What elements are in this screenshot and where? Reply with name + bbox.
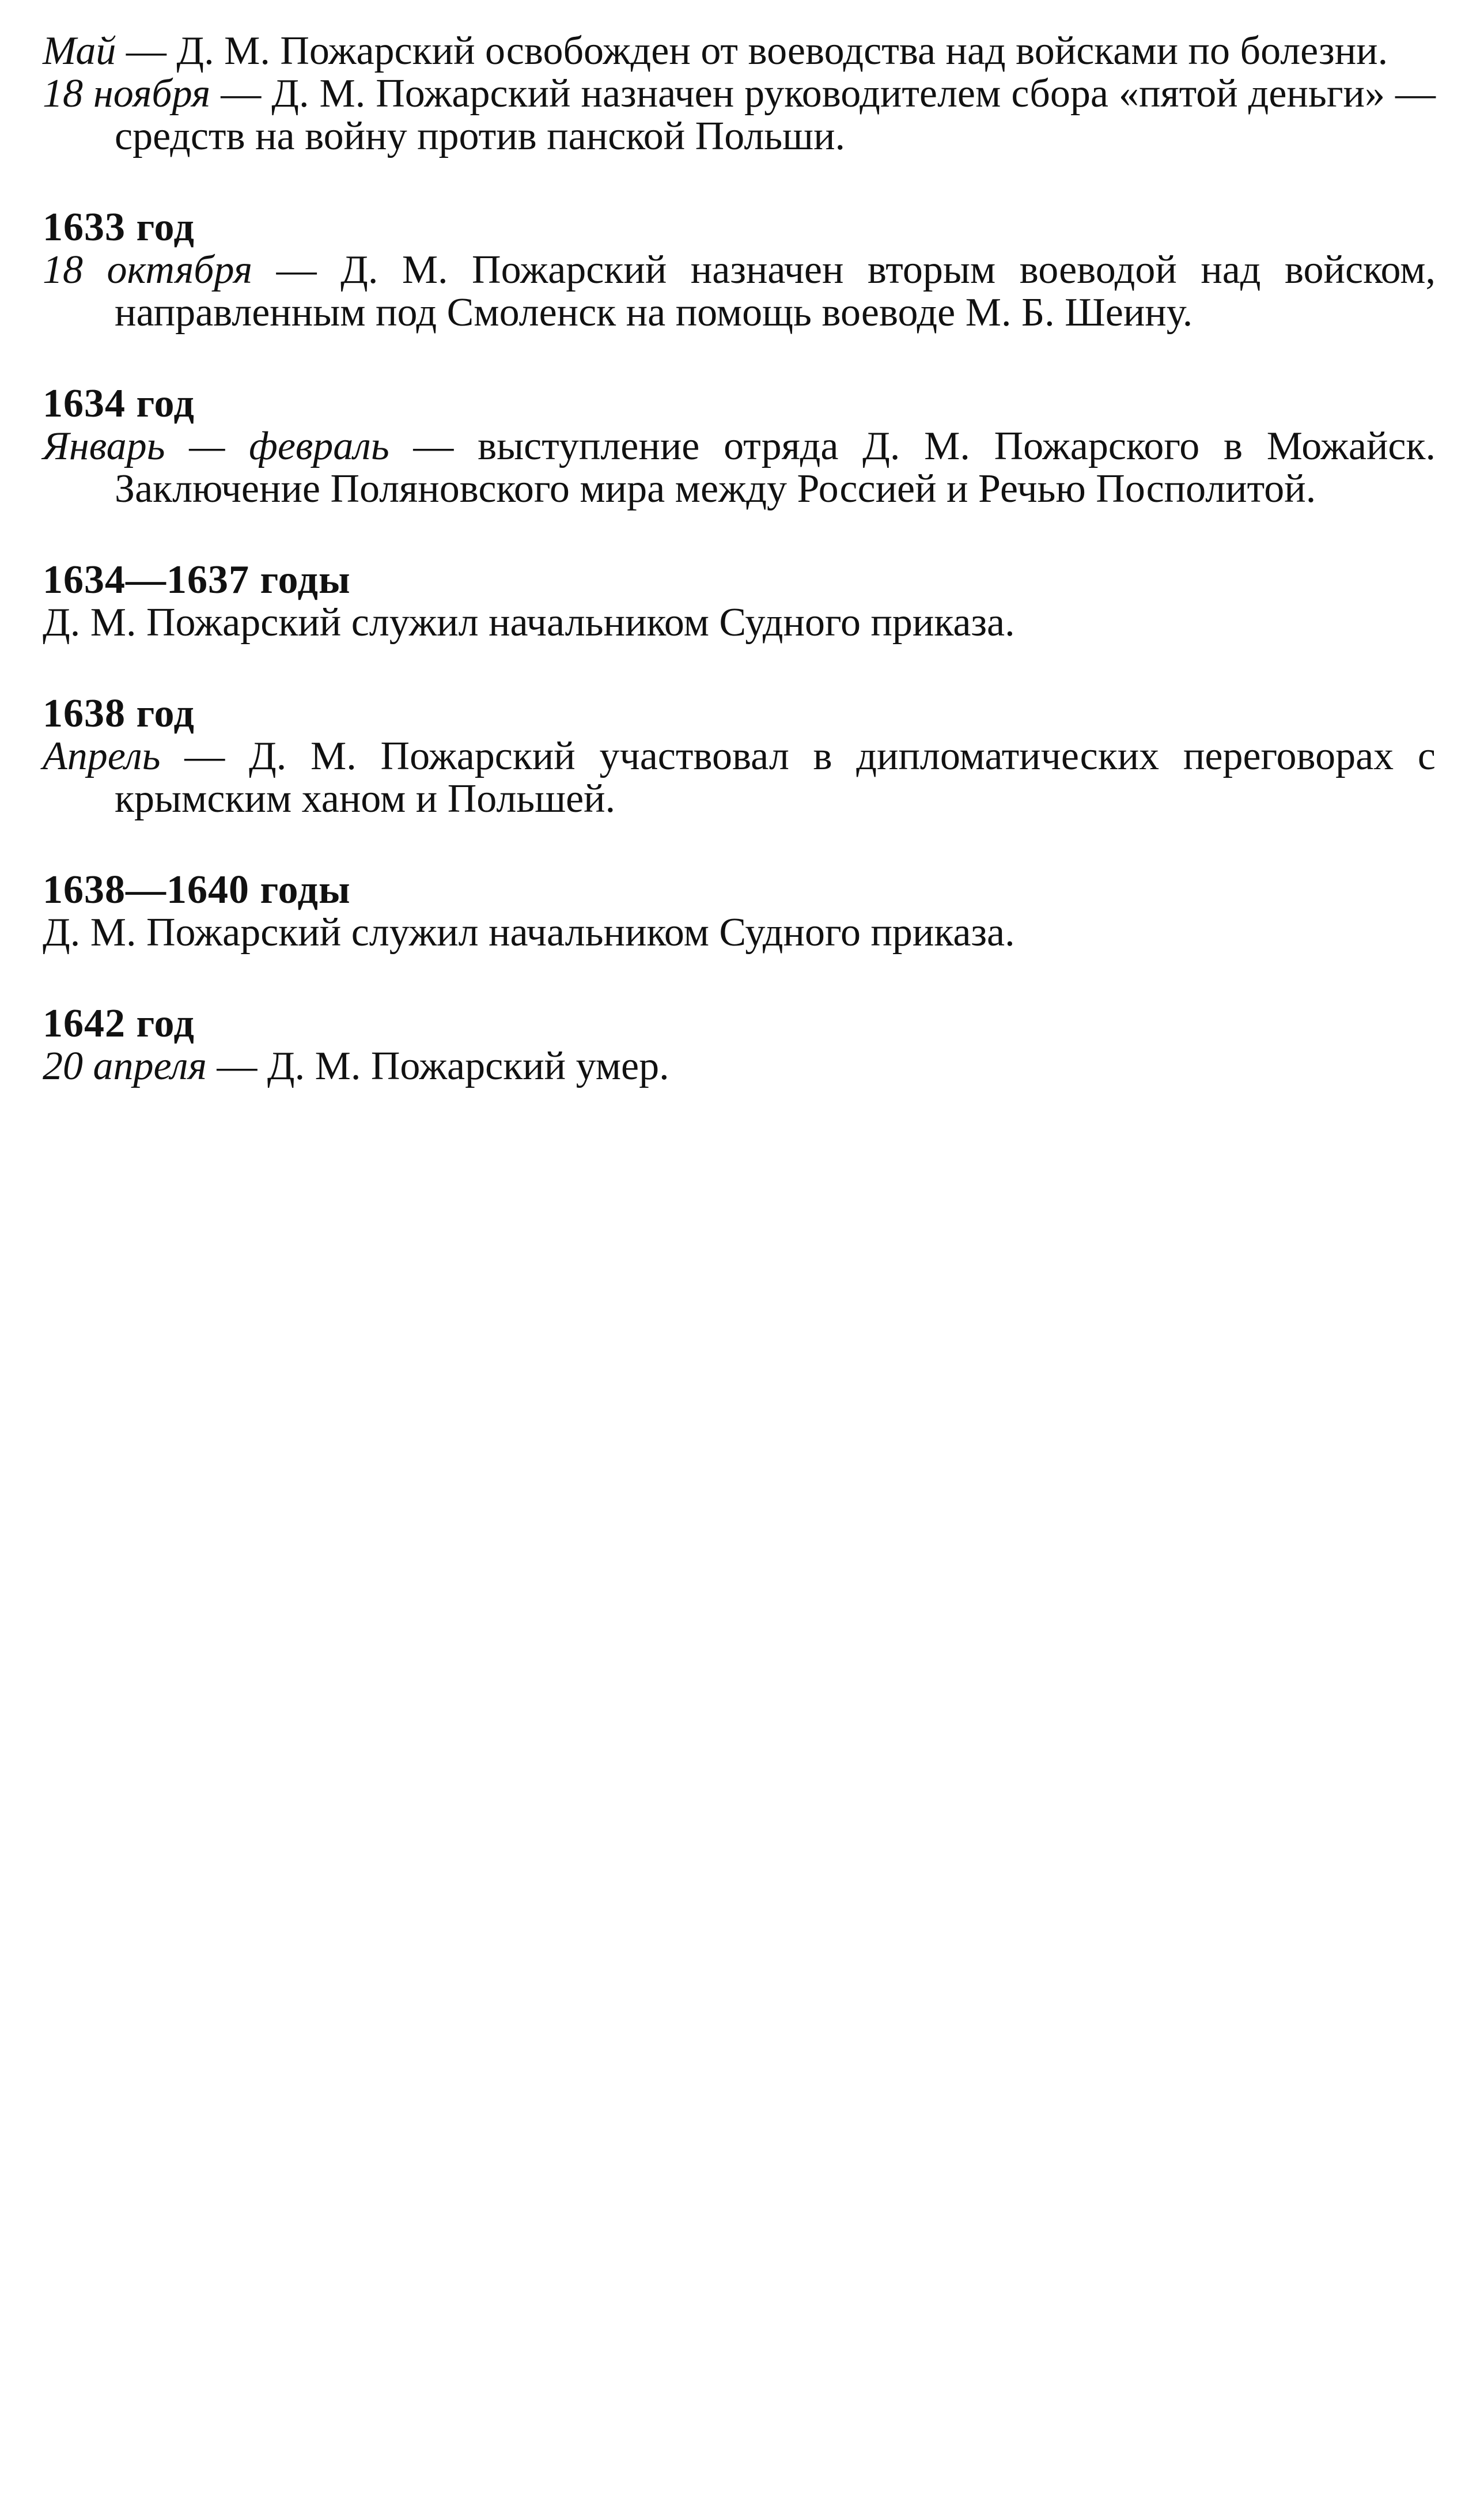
section-1633 (43, 206, 1436, 334)
section-1638-1640 (43, 869, 1436, 954)
entry-text: Д. М. Пожарский назначен руководителем сбора «пятой деньги» — средств на войну против панской Польши. (115, 71, 1436, 158)
chronology-entry (43, 1045, 1436, 1088)
section-1638 (43, 693, 1436, 820)
year-heading: 1634—1637 годы (43, 558, 351, 602)
entry-text: выступление отряда Д. М. Пожарского в Можайск. Заключение Поляновского мира между Россией и Речью Посполитой. (115, 424, 1436, 511)
entry-date: 18 октября (43, 248, 253, 292)
year-heading: 1634 год (43, 381, 195, 426)
entry-text: Д. М. Пожарский служил начальником Судного приказа. (43, 910, 1015, 955)
entry-text: Д. М. Пожарский освобожден от воеводства над войсками по болезни. (176, 29, 1388, 73)
chronology-entry (43, 911, 1436, 954)
chronology-entry (43, 735, 1436, 820)
chronology-entry (43, 425, 1436, 510)
entry-text: Д. М. Пожарский умер. (267, 1044, 669, 1088)
entry-dash: — (389, 424, 478, 468)
entry-dash: — (116, 29, 177, 73)
chronology-entry (43, 30, 1436, 73)
entry-dash: — (206, 1044, 267, 1088)
year-heading: 1633 год (43, 205, 195, 249)
year-heading: 1638—1640 годы (43, 868, 351, 912)
chronology-entry (43, 73, 1436, 158)
entry-dash: — (210, 71, 272, 116)
entry-text: Д. М. Пожарский назначен вторым воеводой над войском, направленным под Смоленск на помощь воеводе М. Б. Шеину. (115, 248, 1436, 335)
entry-text: Д. М. Пожарский участвовал в дипломатических переговорах с крымским ханом и Польшей. (115, 734, 1436, 821)
year-heading: 1642 год (43, 1001, 195, 1046)
entry-dash: — (252, 248, 341, 292)
year-heading: 1638 год (43, 691, 195, 736)
entry-date: 20 апреля (43, 1044, 207, 1088)
entry-dash: — (160, 734, 249, 778)
chronology-page (43, 30, 1436, 1136)
entry-date: Май (43, 29, 116, 73)
entry-date: Январь — февраль (43, 424, 389, 468)
entry-text: Д. М. Пожарский служил начальником Судного приказа. (43, 600, 1015, 645)
section-1634 (43, 383, 1436, 510)
section-1642 (43, 1003, 1436, 1088)
entry-date: 18 ноября (43, 71, 211, 116)
section-1634-1637 (43, 559, 1436, 644)
chronology-entry (43, 602, 1436, 644)
entry-date: Апрель (43, 734, 161, 778)
section-1632-continued (43, 30, 1436, 158)
chronology-entry (43, 249, 1436, 334)
